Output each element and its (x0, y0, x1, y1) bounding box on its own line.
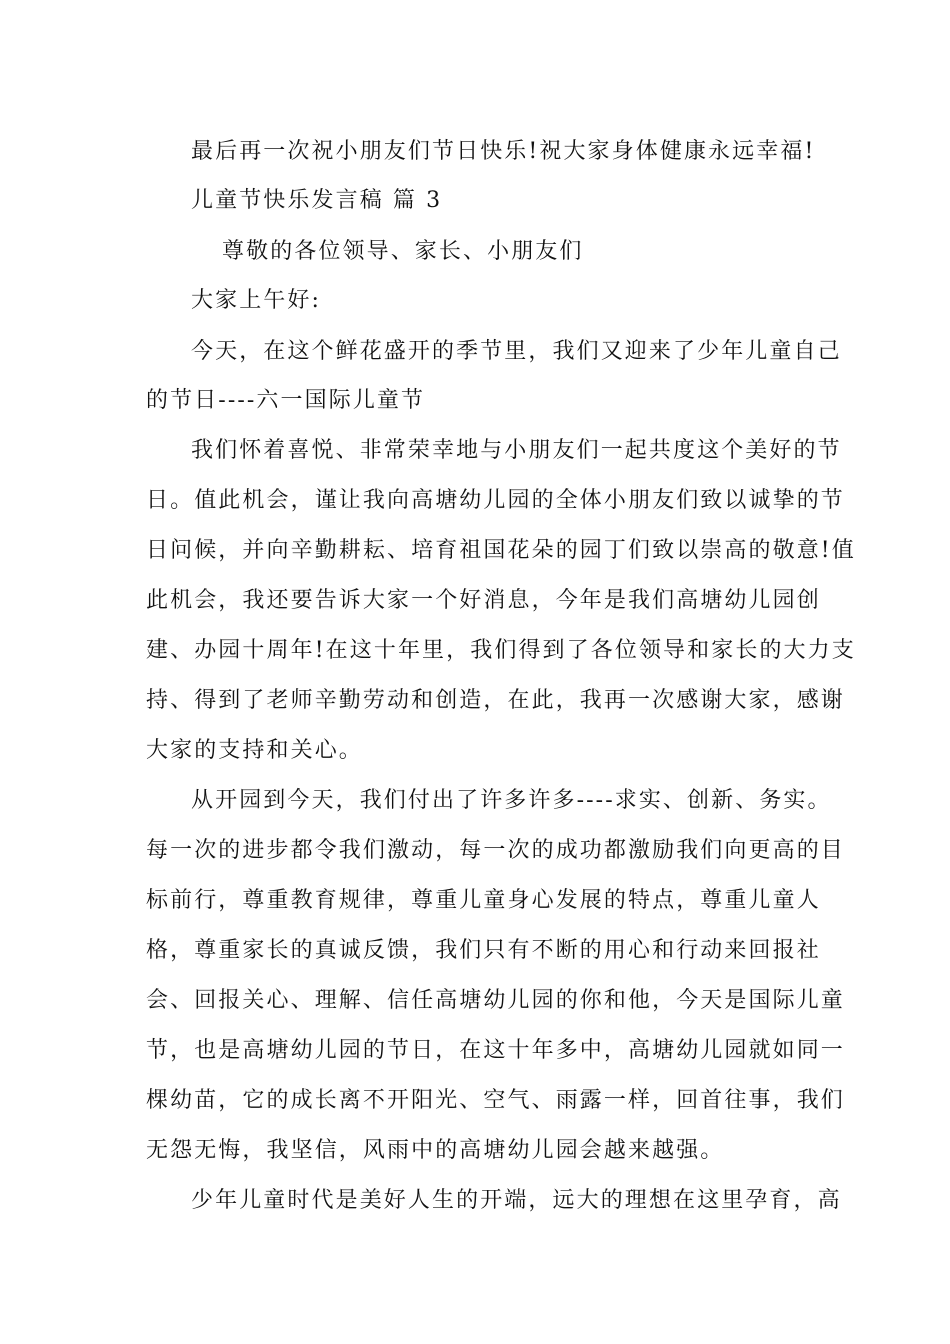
salutation-line: 尊敬的各位领导、家长、小朋友们 (222, 239, 584, 264)
paragraph-line: 我们怀着喜悦、非常荣幸地与小朋友们一起共度这个美好的节 (191, 438, 842, 463)
paragraph-line: 日。值此机会，谨让我向高塘幼儿园的全体小朋友们致以诚挚的节 (146, 488, 845, 513)
paragraph-line: 日问候，并向辛勤耕耘、培育祖国花朵的园丁们致以崇高的敬意!值 (146, 538, 856, 563)
paragraph-line: 无怨无悔，我坚信，风雨中的高塘幼儿园会越来越强。 (146, 1138, 725, 1163)
paragraph-line: 标前行，尊重教育规律，尊重儿童身心发展的特点，尊重儿童人 (146, 888, 821, 913)
paragraph-line: 的节日----六一国际儿童节 (146, 388, 426, 413)
paragraph-line: 每一次的进步都令我们激动，每一次的成功都激励我们向更高的目 (146, 838, 845, 863)
paragraph-line: 大家的支持和关心。 (146, 738, 363, 763)
section-heading: 儿童节快乐发言稿 篇 3 (191, 188, 443, 213)
paragraph-line: 持、得到了老师辛勤劳动和创造，在此，我再一次感谢大家，感谢 (146, 688, 845, 713)
closing-line: 最后再一次祝小朋友们节日快乐!祝大家身体健康永远幸福! (191, 139, 816, 164)
paragraph-line: 格，尊重家长的真诚反馈，我们只有不断的用心和行动来回报社 (146, 938, 821, 963)
paragraph-line: 今天，在这个鲜花盛开的季节里，我们又迎来了少年儿童自己 (191, 339, 842, 364)
paragraph-line: 从开园到今天，我们付出了许多许多----求实、创新、务实。 (191, 788, 832, 813)
paragraph-line: 少年儿童时代是美好人生的开端，远大的理想在这里孕育，高 (191, 1188, 842, 1213)
paragraph-line: 节，也是高塘幼儿园的节日，在这十年多中，高塘幼儿园就如同一 (146, 1038, 845, 1063)
paragraph-line: 此机会，我还要告诉大家一个好消息，今年是我们高塘幼儿园创 (146, 588, 821, 613)
greeting-line: 大家上午好: (191, 288, 322, 313)
paragraph-line: 建、办园十周年!在这十年里，我们得到了各位领导和家长的大力支 (146, 638, 856, 663)
paragraph-line: 棵幼苗，它的成长离不开阳光、空气、雨露一样，回首往事，我们 (146, 1088, 845, 1113)
paragraph-line: 会、回报关心、理解、信任高塘幼儿园的你和他，今天是国际儿童 (146, 988, 845, 1013)
